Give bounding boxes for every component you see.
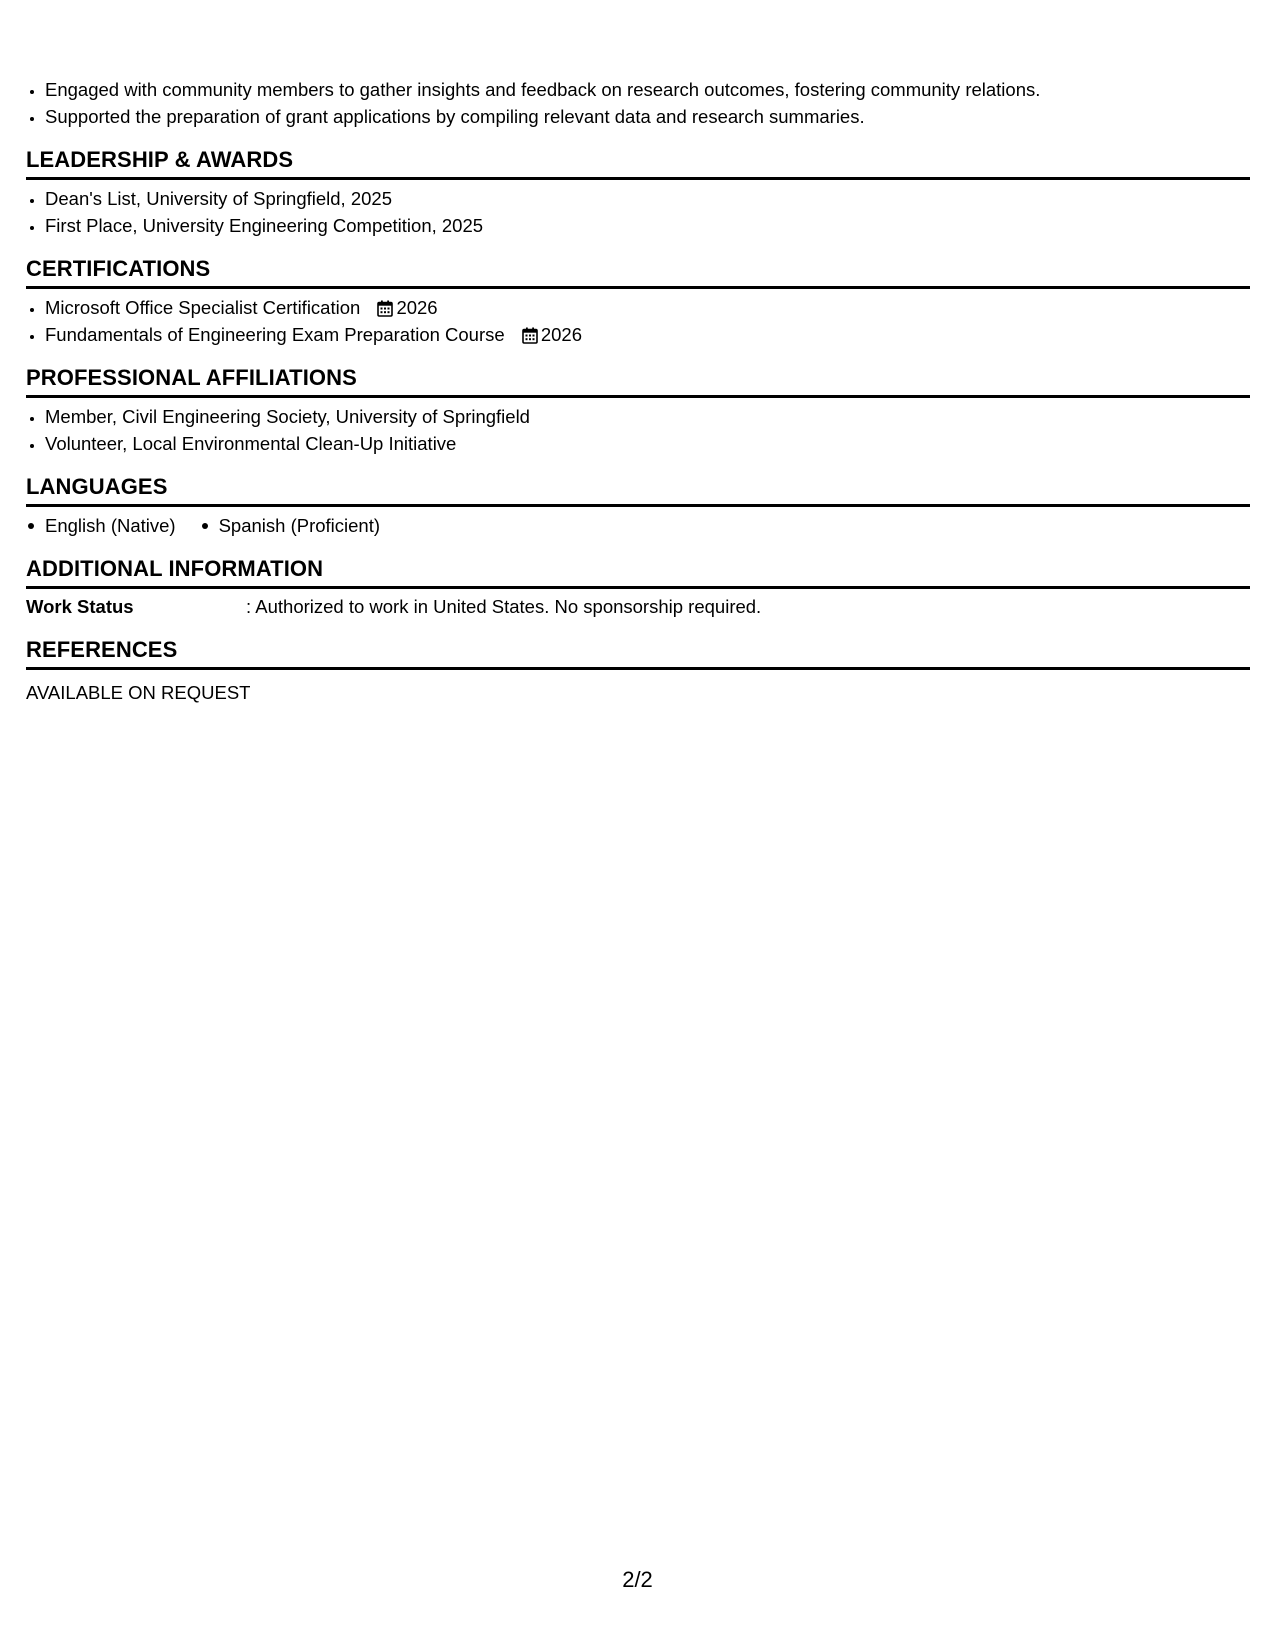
- references-text: AVAILABLE ON REQUEST: [26, 682, 251, 703]
- leadership-section: [26, 146, 1250, 239]
- list-item: • Dean's List, University of Springfield, 2025: [45, 185, 1250, 212]
- experience-bullets: [26, 76, 1250, 130]
- section-title: ADDITIONAL INFORMATION: [26, 555, 1250, 589]
- certification-item: [45, 321, 1250, 348]
- page-number: 2/2: [622, 1567, 653, 1592]
- section-title: CERTIFICATIONS: [26, 255, 1250, 289]
- work-status-row: [26, 593, 1250, 620]
- section-title: LANGUAGES: [26, 473, 1250, 507]
- certification-name: Microsoft Office Specialist Certification: [45, 297, 361, 318]
- list-item: • Member, Civil Engineering Society, University of Springfield: [45, 403, 1250, 430]
- work-status-label: Work Status: [26, 596, 134, 617]
- calendar-icon: [522, 327, 538, 344]
- work-status-value: : Authorized to work in United States. No sponsorship required.: [246, 596, 762, 617]
- references-section: [26, 636, 1250, 706]
- list-item: • Supported the preparation of grant applications by compiling relevant data and research summaries.: [45, 103, 1250, 130]
- section-title: LEADERSHIP & AWARDS: [26, 146, 1250, 180]
- certification-item: [45, 294, 1250, 321]
- certification-name: Fundamentals of Engineering Exam Preparation Course: [45, 324, 505, 345]
- list-item: • First Place, University Engineering Competition, 2025: [45, 212, 1250, 239]
- section-title: PROFESSIONAL AFFILIATIONS: [26, 364, 1250, 398]
- affiliations-section: [26, 364, 1250, 457]
- list-item: • Engaged with community members to gather insights and feedback on research outcomes, fostering community relations.: [45, 76, 1250, 103]
- list-item: • Volunteer, Local Environmental Clean-Up Initiative: [45, 430, 1250, 457]
- certification-year: 2026: [540, 324, 582, 345]
- certification-year: 2026: [396, 297, 438, 318]
- calendar-icon: [377, 300, 393, 317]
- languages-section: [26, 473, 1250, 539]
- certifications-section: [26, 255, 1250, 348]
- additional-info-section: [26, 555, 1250, 620]
- leadership-list: [26, 185, 1250, 239]
- section-title: REFERENCES: [26, 636, 1250, 670]
- certifications-list: [26, 294, 1250, 348]
- language-item: English (Native): [26, 512, 176, 539]
- resume-content: [26, 76, 1250, 706]
- affiliations-list: [26, 403, 1250, 457]
- languages-list: [26, 512, 1250, 539]
- language-item: Spanish (Proficient): [200, 512, 380, 539]
